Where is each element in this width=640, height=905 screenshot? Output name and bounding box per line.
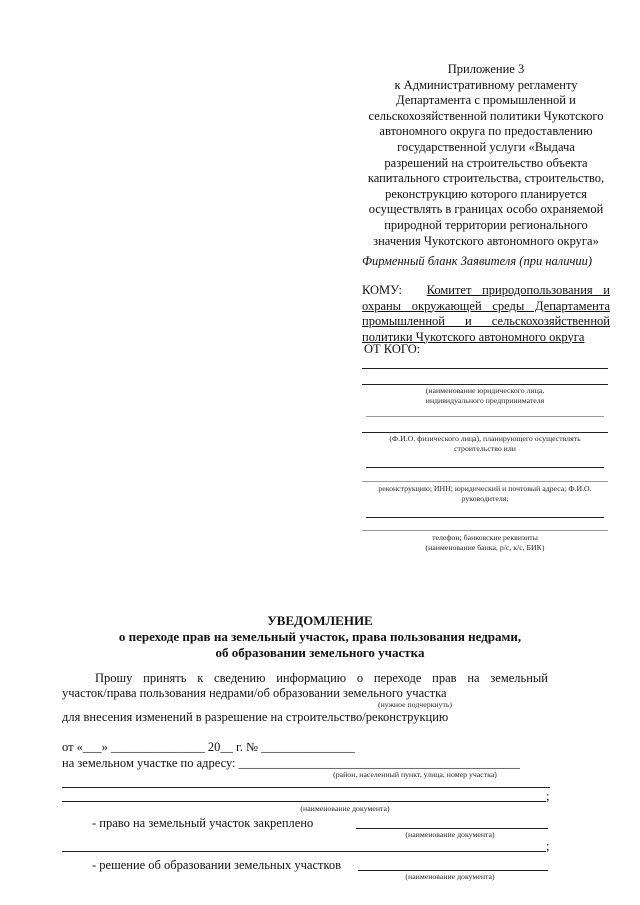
- body-para-2: участок/права пользования недрами/об образовании земельного участка: [62, 686, 447, 700]
- hint-document-1: (наименование документа): [300, 804, 390, 813]
- hint-underline-needed: (нужное подчеркнуть): [377, 700, 453, 709]
- hint-address-1: реконструкцию; ИНН; юридический и почтовый адреса; Ф.И.О.: [378, 484, 592, 493]
- fill-line-3[interactable]: [62, 851, 546, 852]
- body-para-1: Прошу принять к сведению информацию о переходе прав на земельный: [95, 671, 548, 685]
- semicolon-2: ;: [546, 839, 550, 853]
- hint-legal-entity-1: (наименование юридического лица,: [425, 386, 545, 395]
- address-line[interactable]: на земельном участке по адресу: _____________________________________________: [62, 756, 520, 770]
- appendix-line: капитального строительства, строительство,: [367, 171, 605, 186]
- land-decision-label: - решение об образовании земельных участков: [92, 858, 342, 872]
- sender-line-7[interactable]: [366, 517, 604, 518]
- appendix-line: разрешений на строительство объекта: [384, 155, 588, 170]
- appendix-line: осуществлять в границах особо охраняемой: [368, 202, 604, 217]
- sender-line-1[interactable]: [362, 368, 608, 369]
- appendix-line: к Административному регламенту: [394, 77, 578, 92]
- appendix-line: значения Чукотского автономного округа»: [373, 233, 599, 248]
- hint-address-2: руководителя;: [461, 494, 509, 503]
- appendix-line: Департамента с промышленной и: [396, 93, 576, 108]
- fill-line-2[interactable]: [62, 801, 546, 802]
- land-decision-line[interactable]: [358, 870, 548, 871]
- sender-line-8[interactable]: [362, 530, 608, 531]
- hint-address: (район, населенный пункт, улица, номер участка): [333, 770, 497, 779]
- sender-line-3[interactable]: [366, 416, 604, 417]
- from-label: ОТ КОГО:: [364, 342, 421, 356]
- appendix-line: Приложение 3: [447, 62, 525, 76]
- hint-document-2: (наименование документа): [405, 830, 495, 839]
- appendix-line: автономного округа по предоставлению: [379, 124, 593, 139]
- notice-title: УВЕДОМЛЕНИЕ: [267, 613, 373, 628]
- hint-document-3: (наименование документа): [405, 872, 495, 881]
- recipient-block: [362, 283, 610, 345]
- appendix-line: сельскохозяйственной политики Чукотского: [368, 108, 604, 123]
- recipient-organization: Комитет природопользования и охраны окружающей среды Департамента промышленной и сельскохозяйственной политики Чукотского автономного округа: [362, 283, 610, 344]
- to-label: КОМУ:: [362, 283, 403, 297]
- appendix-header: [355, 62, 617, 249]
- notice-subtitle-1: о переходе прав на земельный участок, права пользования недрами,: [118, 629, 522, 644]
- sender-line-2[interactable]: [362, 384, 608, 385]
- sender-line-5[interactable]: [366, 467, 604, 468]
- land-right-line[interactable]: [356, 828, 548, 829]
- hint-legal-entity-2: индивидуального предпринимателя: [425, 396, 545, 405]
- appendix-line: природной территории регионального: [384, 217, 588, 232]
- fill-line-1[interactable]: [62, 787, 550, 788]
- hint-person-2: строительство или: [454, 444, 516, 453]
- sender-line-6[interactable]: [362, 481, 608, 482]
- notice-subtitle-2: об образовании земельного участка: [215, 645, 425, 660]
- sender-line-4[interactable]: [362, 432, 608, 433]
- hint-person-1: (Ф.И.О. физического лица), планирующего осуществлять: [389, 434, 581, 443]
- date-number-line[interactable]: от «___» _______________ 20__ г. № _______________: [62, 740, 355, 754]
- body-para-3: для внесения изменений в разрешение на строительство/реконструкцию: [62, 710, 449, 724]
- hint-bank-1: телефон; банковские реквизиты: [432, 533, 538, 542]
- semicolon-1: ;: [546, 789, 550, 803]
- appendix-line: реконструкцию которого планируется: [385, 186, 587, 201]
- appendix-line: государственной услуги «Выдача: [397, 139, 575, 154]
- land-right-label: - право на земельный участок закреплено: [92, 816, 314, 830]
- hint-bank-2: (наименование банка, р/с, к/с, БИК): [425, 543, 545, 552]
- letterhead-note: Фирменный бланк Заявителя (при наличии): [362, 254, 593, 268]
